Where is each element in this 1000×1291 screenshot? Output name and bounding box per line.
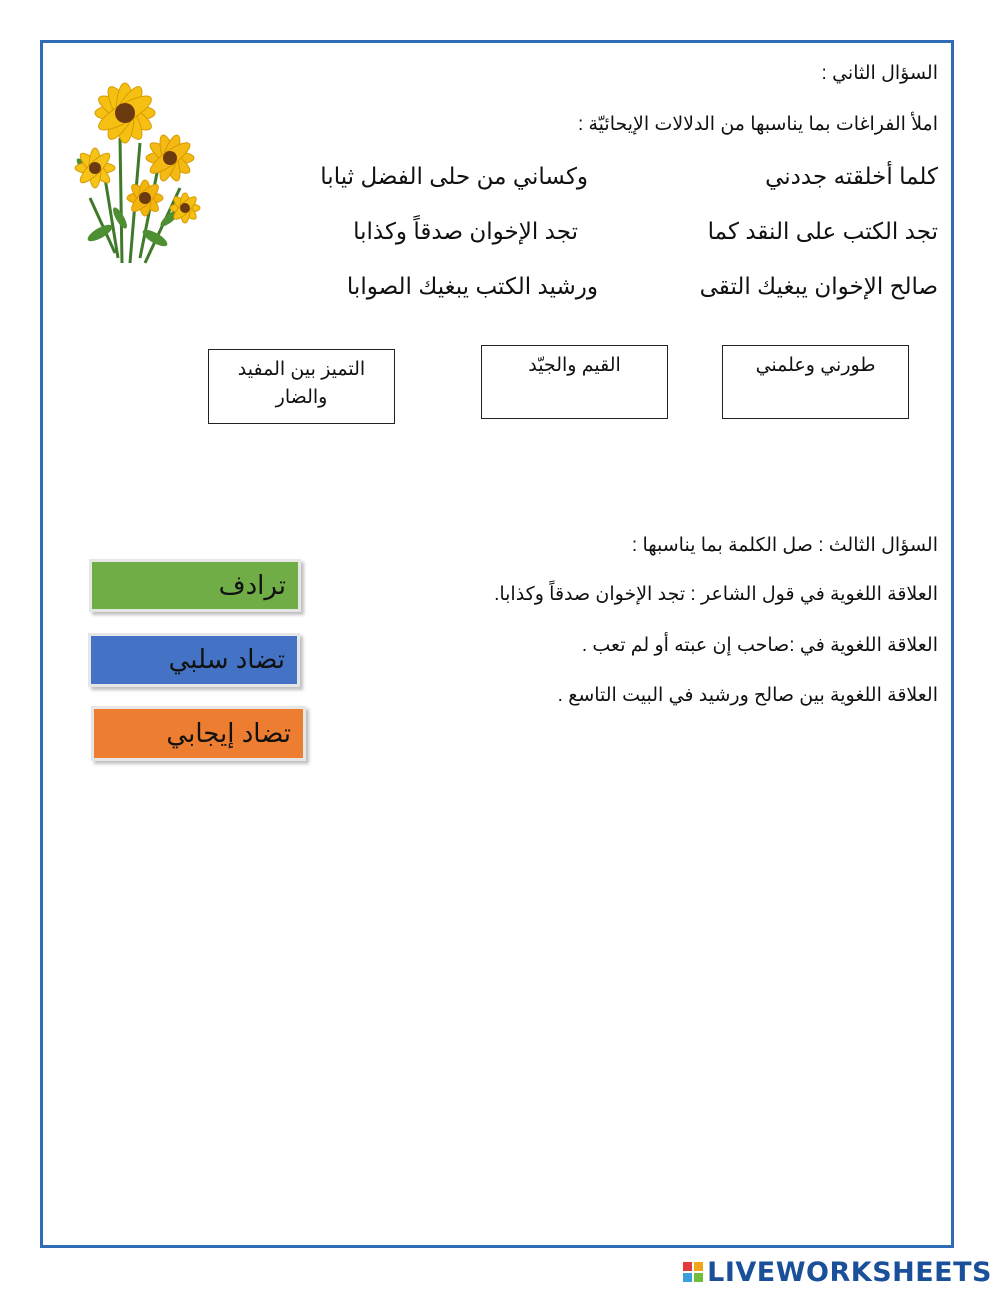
liveworksheets-logo	[683, 1254, 992, 1290]
answer-box-3[interactable]: التميز بين المفيد والضار	[208, 349, 395, 424]
verse-2-first-half: تجد الكتب على النقد كما	[707, 218, 938, 244]
verse-2-second-half: تجد الإخوان صدقاً وكذابا	[353, 218, 578, 244]
option-positive-antonym[interactable]: تضاد إيجابي	[91, 706, 306, 761]
logo-mark-icon	[683, 1262, 703, 1282]
verse-3-second-half: ورشيد الكتب يبغيك الصوابا	[346, 273, 598, 299]
flowers-illustration	[60, 58, 220, 273]
question-2-instruction: املأ الفراغات بما يناسبها من الدلالات الإيحائيّة :	[577, 114, 938, 135]
answer-box-2[interactable]: القيم والجيّد	[481, 345, 668, 419]
flower-2	[146, 133, 194, 183]
flower-4	[127, 180, 163, 216]
question-3-item-2: العلاقة اللغوية في :صاحب إن عبته أو لم تعب .	[581, 635, 938, 656]
question-2-title: السؤال الثاني :	[821, 63, 938, 84]
flower-3	[75, 148, 115, 188]
flower-1	[95, 83, 156, 144]
question-3-item-1: العلاقة اللغوية في قول الشاعر : تجد الإخوان صدقاً وكذابا.	[494, 584, 938, 605]
answer-box-1[interactable]: طورني وعلمني	[722, 345, 909, 419]
question-3-title: السؤال الثالث : صل الكلمة بما يناسبها :	[631, 535, 938, 556]
question-3-item-3: العلاقة اللغوية بين صالح ورشيد في البيت التاسع .	[557, 685, 938, 706]
verse-1-second-half: وكساني من حلى الفضل ثيابا	[320, 163, 588, 189]
logo-text: LIVEWORKSHEETS	[707, 1256, 992, 1288]
option-synonym[interactable]: ترادف	[89, 559, 301, 612]
option-negative-antonym[interactable]: تضاد سلبي	[88, 633, 300, 687]
verse-3-first-half: صالح الإخوان يبغيك التقى	[699, 273, 938, 299]
verse-1-first-half: كلما أخلقته جددني	[765, 163, 938, 189]
flower-5	[170, 193, 200, 223]
